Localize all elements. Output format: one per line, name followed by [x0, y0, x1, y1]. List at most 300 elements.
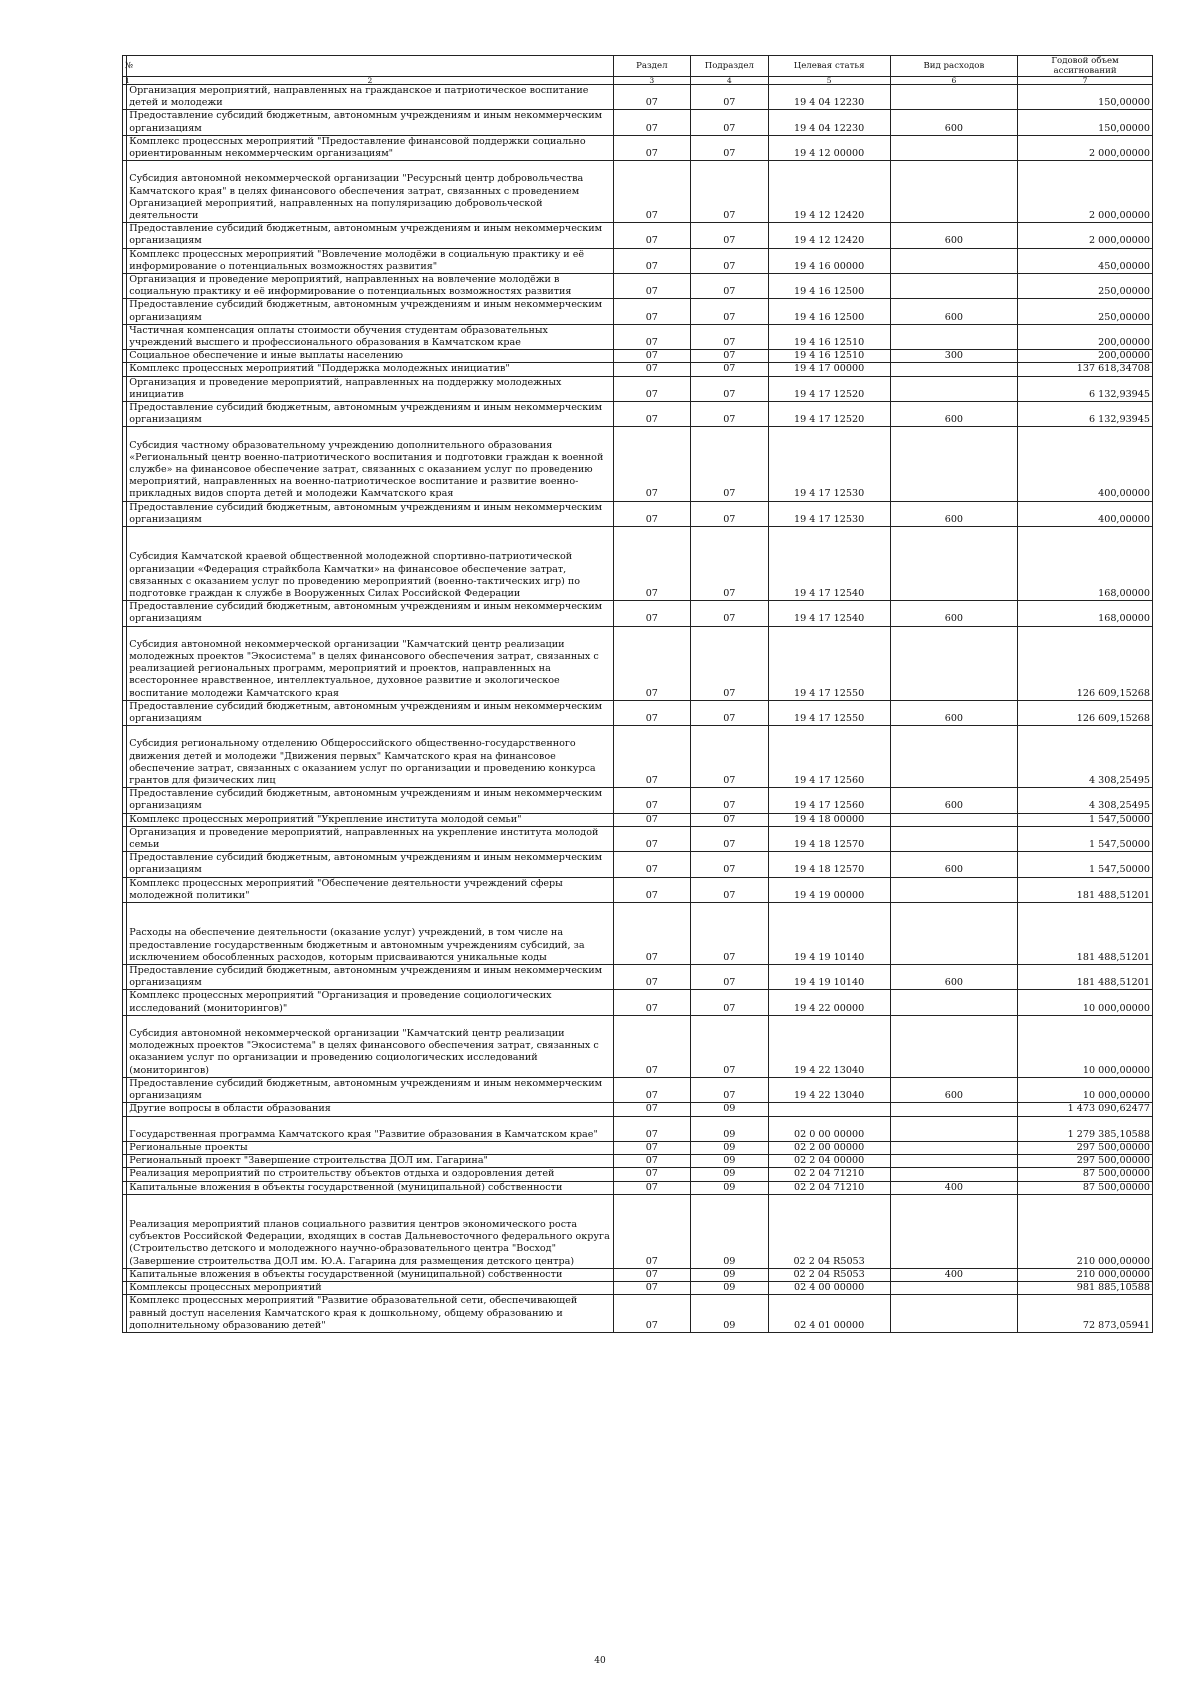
row-name-cell: Капитальные вложения в объекты государственной (муниципальной) собственности [127, 1268, 613, 1281]
row-section-cell: 07 [613, 1116, 691, 1141]
table-row [123, 501, 1153, 526]
row-expense-type-cell [890, 990, 1017, 1015]
row-section-cell: 07 [613, 527, 691, 601]
row-subsection-cell: 09 [691, 1295, 769, 1333]
row-section-cell: 07 [613, 363, 691, 376]
row-name-cell: Капитальные вложения в объекты государственной (муниципальной) собственности [127, 1181, 613, 1194]
row-expense-type-cell [890, 85, 1017, 110]
row-section-cell: 07 [613, 501, 691, 526]
row-name-cell: Субсидия автономной некоммерческой организации "Камчатский центр реализации молодежных проектов "Экосистема" в целях финансового обеспечения затрат, связанных с оказанием услуг по организации и проведению социологических исследований (мониторингов) [127, 1015, 613, 1077]
row-name-cell: Частичная компенсация оплаты стоимости обучения студентам образовательных учреждений высшего и профессионального образования в Камчатском крае [127, 324, 613, 349]
row-name-cell: Комплексы процессных мероприятий [127, 1282, 613, 1295]
row-name-cell: Региональные проекты [127, 1141, 613, 1154]
table-row [123, 1181, 1153, 1194]
row-target-cell: 19 4 12 12420 [768, 161, 890, 223]
row-target-cell: 19 4 17 12520 [768, 402, 890, 427]
row-name-cell: Субсидия автономной некоммерческой организации "Камчатский центр реализации молодежных проектов "Экосистема" в целях финансового обеспечения затрат, связанных с реализацией региональных программ, мероприятий и проектов, направленных на всестороннее нравственное, интеллектуальное, духовное развитие и экологическое воспитание молодежи Камчатского края [127, 626, 613, 700]
row-amount-cell: 4 308,25495 [1018, 726, 1153, 788]
row-target-cell: 19 4 17 12560 [768, 726, 890, 788]
row-amount-cell: 2 000,00000 [1018, 223, 1153, 248]
row-subsection-cell: 07 [691, 274, 769, 299]
row-subsection-cell: 09 [691, 1116, 769, 1141]
row-section-cell: 07 [613, 852, 691, 877]
table-row [123, 1077, 1153, 1102]
row-expense-type-cell [890, 1141, 1017, 1154]
table-row [123, 161, 1153, 223]
row-expense-type-cell: 600 [890, 965, 1017, 990]
row-target-cell: 19 4 19 00000 [768, 877, 890, 902]
row-name-cell: Предоставление субсидий бюджетным, автономным учреждениям и иным некоммерческим организациям [127, 110, 613, 135]
row-name-cell: Субсидия автономной некоммерческой организации "Ресурсный центр добровольчества Камчатского края" в целях финансового обеспечения затрат, связанных с проведением Организацией мероприятий, направленных на популяризацию добровольческой деятельности [127, 161, 613, 223]
row-target-cell: 02 2 00 00000 [768, 1141, 890, 1154]
table-row [123, 1116, 1153, 1141]
row-amount-cell: 250,00000 [1018, 274, 1153, 299]
row-section-cell: 07 [613, 1282, 691, 1295]
row-target-cell: 19 4 22 13040 [768, 1015, 890, 1077]
row-name-cell: Комплекс процессных мероприятий "Предоставление финансовой поддержки социально ориентированным некоммерческим организациям" [127, 135, 613, 160]
row-name-cell: Комплекс процессных мероприятий "Развитие образовательной сети, обеспечивающей равный доступ населения Камчатского края к дошкольному, общему образованию и дополнительному образованию детей" [127, 1295, 613, 1333]
header-row [123, 56, 1153, 77]
row-amount-cell: 2 000,00000 [1018, 135, 1153, 160]
row-subsection-cell: 07 [691, 363, 769, 376]
row-subsection-cell: 09 [691, 1168, 769, 1181]
row-target-cell: 19 4 17 00000 [768, 363, 890, 376]
row-section-cell: 07 [613, 324, 691, 349]
row-section-cell: 07 [613, 1268, 691, 1281]
row-amount-cell: 181 488,51201 [1018, 903, 1153, 965]
row-name-cell: Региональный проект "Завершение строительства ДОЛ им. Гагарина" [127, 1155, 613, 1168]
row-name-cell: Предоставление субсидий бюджетным, автономным учреждениям и иным некоммерческим организациям [127, 601, 613, 626]
row-subsection-cell: 07 [691, 299, 769, 324]
row-expense-type-cell: 600 [890, 501, 1017, 526]
row-target-cell: 02 4 01 00000 [768, 1295, 890, 1333]
table-row [123, 813, 1153, 826]
row-section-cell: 07 [613, 965, 691, 990]
row-name-cell: Комплекс процессных мероприятий "Укрепление института молодой семьи" [127, 813, 613, 826]
row-subsection-cell: 07 [691, 903, 769, 965]
row-name-cell: Реализация мероприятий по строительству объектов отдыха и оздоровления детей [127, 1168, 613, 1181]
row-target-cell: 19 4 16 12510 [768, 350, 890, 363]
row-section-cell: 07 [613, 350, 691, 363]
row-expense-type-cell: 600 [890, 1077, 1017, 1102]
table-row [123, 965, 1153, 990]
row-name-cell: Организация мероприятий, направленных на гражданское и патриотическое воспитание детей и молодежи [127, 85, 613, 110]
row-expense-type-cell [890, 903, 1017, 965]
row-amount-cell: 2 000,00000 [1018, 161, 1153, 223]
row-target-cell: 02 0 00 00000 [768, 1116, 890, 1141]
row-target-cell: 19 4 16 12500 [768, 299, 890, 324]
row-target-cell: 19 4 18 00000 [768, 813, 890, 826]
page-number: 40 [594, 1656, 606, 1666]
column-number: 2 [127, 77, 613, 85]
row-expense-type-cell [890, 324, 1017, 349]
row-target-cell: 19 4 04 12230 [768, 110, 890, 135]
table-row [123, 788, 1153, 813]
row-expense-type-cell: 600 [890, 601, 1017, 626]
row-expense-type-cell [890, 1194, 1017, 1268]
row-subsection-cell: 07 [691, 501, 769, 526]
row-name-cell: Организация и проведение мероприятий, направленных на вовлечение молодёжи в социальную практику и её информирование о потенциальных возможностях развития [127, 274, 613, 299]
row-target-cell: 19 4 16 12500 [768, 274, 890, 299]
table-row [123, 877, 1153, 902]
row-subsection-cell: 09 [691, 1194, 769, 1268]
table-row [123, 248, 1153, 273]
row-expense-type-cell [890, 1103, 1017, 1116]
row-section-cell: 07 [613, 1168, 691, 1181]
row-target-cell: 19 4 19 10140 [768, 903, 890, 965]
row-amount-cell: 210 000,00000 [1018, 1194, 1153, 1268]
table-row [123, 1015, 1153, 1077]
row-section-cell: 07 [613, 427, 691, 501]
row-expense-type-cell [890, 376, 1017, 401]
row-amount-cell: 1 547,50000 [1018, 826, 1153, 851]
row-subsection-cell: 09 [691, 1181, 769, 1194]
row-subsection-cell: 07 [691, 1077, 769, 1102]
row-name-cell: Расходы на обеспечение деятельности (оказание услуг) учреждений, в том числе на предоставление государственным бюджетным и автономным учреждениям субсидий, за исключением обособленных расходов, которым присваиваются уникальные коды [127, 903, 613, 965]
row-subsection-cell: 07 [691, 1015, 769, 1077]
row-expense-type-cell [890, 363, 1017, 376]
column-number-row [123, 77, 1153, 85]
row-expense-type-cell: 600 [890, 852, 1017, 877]
header-target-item: Целевая статья [768, 56, 890, 77]
row-subsection-cell: 07 [691, 877, 769, 902]
row-expense-type-cell: 600 [890, 700, 1017, 725]
row-target-cell: 19 4 19 10140 [768, 965, 890, 990]
row-subsection-cell: 07 [691, 324, 769, 349]
row-target-cell: 19 4 18 12570 [768, 826, 890, 851]
row-amount-cell: 181 488,51201 [1018, 877, 1153, 902]
row-target-cell: 02 2 04 71210 [768, 1181, 890, 1194]
row-amount-cell: 6 132,93945 [1018, 402, 1153, 427]
row-expense-type-cell [890, 527, 1017, 601]
row-section-cell: 07 [613, 826, 691, 851]
row-name-cell: Социальное обеспечение и иные выплаты населению [127, 350, 613, 363]
row-amount-cell: 181 488,51201 [1018, 965, 1153, 990]
row-subsection-cell: 07 [691, 223, 769, 248]
row-subsection-cell: 07 [691, 427, 769, 501]
row-section-cell: 07 [613, 248, 691, 273]
table-row [123, 1268, 1153, 1281]
column-number: 4 [691, 77, 769, 85]
row-name-cell: Субсидия Камчатской краевой общественной молодежной спортивно-патриотической организации «Федерация страйкбола Камчатки» на финансовое обеспечение затрат, связанных с оказанием услуг по проведению мероприятий (военно-тактических игр) по подготовке граждан к службе в Вооруженных Силах Российской Федерации [127, 527, 613, 601]
row-name-cell: Предоставление субсидий бюджетным, автономным учреждениям и иным некоммерческим организациям [127, 402, 613, 427]
row-target-cell: 02 2 04 71210 [768, 1168, 890, 1181]
row-subsection-cell: 07 [691, 402, 769, 427]
table-row [123, 700, 1153, 725]
row-subsection-cell: 07 [691, 726, 769, 788]
table-row [123, 852, 1153, 877]
table-row [123, 1168, 1153, 1181]
row-target-cell [768, 1103, 890, 1116]
row-section-cell: 07 [613, 1155, 691, 1168]
row-expense-type-cell: 400 [890, 1268, 1017, 1281]
row-amount-cell: 10 000,00000 [1018, 1077, 1153, 1102]
row-amount-cell: 1 473 090,62477 [1018, 1103, 1153, 1116]
row-amount-cell: 126 609,15268 [1018, 626, 1153, 700]
row-expense-type-cell: 600 [890, 299, 1017, 324]
row-subsection-cell: 07 [691, 990, 769, 1015]
table-body [123, 85, 1153, 1333]
row-expense-type-cell [890, 427, 1017, 501]
row-amount-cell: 981 885,10588 [1018, 1282, 1153, 1295]
row-section-cell: 07 [613, 110, 691, 135]
row-expense-type-cell: 400 [890, 1181, 1017, 1194]
row-section-cell: 07 [613, 1295, 691, 1333]
row-name-cell: Предоставление субсидий бюджетным, автономным учреждениям и иным некоммерческим организациям [127, 1077, 613, 1102]
row-target-cell: 19 4 17 12530 [768, 427, 890, 501]
table-row [123, 1103, 1153, 1116]
row-expense-type-cell: 600 [890, 223, 1017, 248]
row-section-cell: 07 [613, 1181, 691, 1194]
row-expense-type-cell [890, 1168, 1017, 1181]
row-amount-cell: 150,00000 [1018, 110, 1153, 135]
row-target-cell: 19 4 17 12560 [768, 788, 890, 813]
column-number: 1 [123, 77, 127, 85]
row-section-cell: 07 [613, 1194, 691, 1268]
row-expense-type-cell: 600 [890, 110, 1017, 135]
row-target-cell: 19 4 04 12230 [768, 85, 890, 110]
row-name-cell: Предоставление субсидий бюджетным, автономным учреждениям и иным некоммерческим организациям [127, 501, 613, 526]
row-expense-type-cell [890, 1155, 1017, 1168]
row-subsection-cell: 07 [691, 965, 769, 990]
row-expense-type-cell [890, 1015, 1017, 1077]
row-amount-cell: 150,00000 [1018, 85, 1153, 110]
header-annual-amount: Годовой объем ассигнований [1018, 56, 1153, 77]
row-amount-cell: 1 279 385,10588 [1018, 1116, 1153, 1141]
row-amount-cell: 1 547,50000 [1018, 852, 1153, 877]
row-section-cell: 07 [613, 700, 691, 725]
row-section-cell: 07 [613, 626, 691, 700]
row-target-cell: 19 4 12 00000 [768, 135, 890, 160]
row-expense-type-cell [890, 826, 1017, 851]
row-target-cell: 19 4 17 12550 [768, 626, 890, 700]
row-amount-cell: 450,00000 [1018, 248, 1153, 273]
row-name-cell: Субсидия частному образовательному учреждению дополнительного образования «Региональный центр военно-патриотического воспитания и подготовки граждан к военной службе» на финансовое обеспечение затрат, связанных с оказанием услуг по проведению мероприятий, направленных на военно-патриотическое воспитание и развитие военно-прикладных видов спорта детей и молодежи Камчатского края [127, 427, 613, 501]
row-amount-cell: 87 500,00000 [1018, 1181, 1153, 1194]
row-subsection-cell: 07 [691, 350, 769, 363]
table-row [123, 626, 1153, 700]
row-expense-type-cell [890, 726, 1017, 788]
row-name-cell: Реализация мероприятий планов социального развития центров экономического роста субъектов Российской Федерации, входящих в состав Дальневосточного федерального округа (Строительство детского и молодежного научно-образовательного центра "Восход" (Завершение строительства ДОЛ им. Ю.А. Гагарина для размещения детского центра) [127, 1194, 613, 1268]
row-expense-type-cell: 300 [890, 350, 1017, 363]
row-name-cell: Субсидия региональному отделению Общероссийского общественно-государственного движения детей и молодежи "Движения первых" Камчатского края на финансовое обеспечение затрат, связанных с оказанием услуг по организации и проведению конкурса грантов для физических лиц [127, 726, 613, 788]
table-row [123, 299, 1153, 324]
row-target-cell: 19 4 22 13040 [768, 1077, 890, 1102]
row-subsection-cell: 09 [691, 1155, 769, 1168]
table-row [123, 601, 1153, 626]
row-name-cell: Государственная программа Камчатского края "Развитие образования в Камчатском крае" [127, 1116, 613, 1141]
row-subsection-cell: 07 [691, 110, 769, 135]
column-number: 7 [1018, 77, 1153, 85]
table-row [123, 350, 1153, 363]
row-target-cell: 19 4 22 00000 [768, 990, 890, 1015]
row-subsection-cell: 09 [691, 1141, 769, 1154]
row-expense-type-cell [890, 274, 1017, 299]
row-amount-cell: 200,00000 [1018, 350, 1153, 363]
row-amount-cell: 400,00000 [1018, 501, 1153, 526]
row-subsection-cell: 07 [691, 376, 769, 401]
row-section-cell: 07 [613, 376, 691, 401]
row-target-cell: 19 4 17 12540 [768, 527, 890, 601]
row-expense-type-cell [890, 626, 1017, 700]
row-section-cell: 07 [613, 877, 691, 902]
row-target-cell: 19 4 17 12550 [768, 700, 890, 725]
row-subsection-cell: 09 [691, 1268, 769, 1281]
column-number: 6 [890, 77, 1017, 85]
row-subsection-cell: 07 [691, 135, 769, 160]
row-target-cell: 19 4 17 12530 [768, 501, 890, 526]
row-section-cell: 07 [613, 274, 691, 299]
row-name-cell: Комплекс процессных мероприятий "Обеспечение деятельности учреждений сферы молодежной политики" [127, 877, 613, 902]
row-target-cell: 19 4 16 12510 [768, 324, 890, 349]
row-name-cell: Организация и проведение мероприятий, направленных на укрепление института молодой семьи [127, 826, 613, 851]
row-amount-cell: 400,00000 [1018, 427, 1153, 501]
row-name-cell: Комплекс процессных мероприятий "Вовлечение молодёжи в социальную практику и её информирование о потенциальных возможностях развития" [127, 248, 613, 273]
row-expense-type-cell: 600 [890, 402, 1017, 427]
row-section-cell: 07 [613, 1015, 691, 1077]
row-amount-cell: 10 000,00000 [1018, 1015, 1153, 1077]
column-number: 3 [613, 77, 691, 85]
table-row [123, 527, 1153, 601]
budget-table [122, 55, 1153, 1333]
row-target-cell: 19 4 18 12570 [768, 852, 890, 877]
row-section-cell: 07 [613, 1077, 691, 1102]
row-subsection-cell: 07 [691, 813, 769, 826]
row-expense-type-cell [890, 1295, 1017, 1333]
row-name-cell: Организация и проведение мероприятий, направленных на поддержку молодежных инициатив [127, 376, 613, 401]
row-subsection-cell: 07 [691, 248, 769, 273]
table-row [123, 110, 1153, 135]
row-amount-cell: 137 618,34708 [1018, 363, 1153, 376]
row-section-cell: 07 [613, 85, 691, 110]
row-name-cell: Предоставление субсидий бюджетным, автономным учреждениям и иным некоммерческим организациям [127, 299, 613, 324]
row-expense-type-cell: 600 [890, 788, 1017, 813]
row-target-cell: 02 4 00 00000 [768, 1282, 890, 1295]
row-amount-cell: 200,00000 [1018, 324, 1153, 349]
row-subsection-cell: 07 [691, 826, 769, 851]
row-amount-cell: 250,00000 [1018, 299, 1153, 324]
row-subsection-cell: 07 [691, 527, 769, 601]
table-row [123, 826, 1153, 851]
row-amount-cell: 126 609,15268 [1018, 700, 1153, 725]
row-amount-cell: 72 873,05941 [1018, 1295, 1153, 1333]
row-name-cell: Предоставление субсидий бюджетным, автономным учреждениям и иным некоммерческим организациям [127, 852, 613, 877]
table-row [123, 427, 1153, 501]
row-amount-cell: 6 132,93945 [1018, 376, 1153, 401]
row-expense-type-cell [890, 813, 1017, 826]
table-row [123, 363, 1153, 376]
table-row [123, 1141, 1153, 1154]
row-expense-type-cell [890, 1282, 1017, 1295]
row-section-cell: 07 [613, 402, 691, 427]
table-row [123, 135, 1153, 160]
header-expense-type: Вид расходов [890, 56, 1017, 77]
row-expense-type-cell [890, 877, 1017, 902]
row-expense-type-cell [890, 1116, 1017, 1141]
row-target-cell: 19 4 16 00000 [768, 248, 890, 273]
row-subsection-cell: 07 [691, 85, 769, 110]
row-name-cell: Предоставление субсидий бюджетным, автономным учреждениям и иным некоммерческим организациям [127, 700, 613, 725]
row-name-cell: Предоставление субсидий бюджетным, автономным учреждениям и иным некоммерческим организациям [127, 788, 613, 813]
table-row [123, 274, 1153, 299]
row-section-cell: 07 [613, 990, 691, 1015]
row-target-cell: 19 4 17 12540 [768, 601, 890, 626]
row-section-cell: 07 [613, 299, 691, 324]
row-amount-cell: 297 500,00000 [1018, 1155, 1153, 1168]
row-section-cell: 07 [613, 223, 691, 248]
row-section-cell: 07 [613, 1141, 691, 1154]
row-section-cell: 07 [613, 135, 691, 160]
row-section-cell: 07 [613, 726, 691, 788]
row-subsection-cell: 09 [691, 1282, 769, 1295]
row-name-cell: Комплекс процессных мероприятий "Поддержка молодежных инициатив" [127, 363, 613, 376]
row-subsection-cell: 07 [691, 601, 769, 626]
table-row [123, 85, 1153, 110]
row-name-cell: Комплекс процессных мероприятий "Организация и проведение социологических исследований (мониторингов)" [127, 990, 613, 1015]
row-target-cell: 02 2 04 00000 [768, 1155, 890, 1168]
table-row [123, 402, 1153, 427]
table-row [123, 223, 1153, 248]
row-expense-type-cell [890, 161, 1017, 223]
row-name-cell: Предоставление субсидий бюджетным, автономным учреждениям и иным некоммерческим организациям [127, 223, 613, 248]
header-section: Раздел [613, 56, 691, 77]
row-section-cell: 07 [613, 903, 691, 965]
table-row [123, 376, 1153, 401]
row-amount-cell: 168,00000 [1018, 601, 1153, 626]
column-number: 5 [768, 77, 890, 85]
row-section-cell: 07 [613, 161, 691, 223]
table-row [123, 324, 1153, 349]
row-amount-cell: 210 000,00000 [1018, 1268, 1153, 1281]
table-row [123, 1194, 1153, 1268]
row-amount-cell: 1 547,50000 [1018, 813, 1153, 826]
table-row [123, 1282, 1153, 1295]
table-row [123, 726, 1153, 788]
table-row [123, 903, 1153, 965]
row-amount-cell: 87 500,00000 [1018, 1168, 1153, 1181]
row-target-cell: 02 2 04 R5053 [768, 1268, 890, 1281]
row-subsection-cell: 07 [691, 788, 769, 813]
header-name [127, 56, 613, 77]
row-section-cell: 07 [613, 1103, 691, 1116]
row-subsection-cell: 07 [691, 626, 769, 700]
header-subsection: Подраздел [691, 56, 769, 77]
row-subsection-cell: 07 [691, 700, 769, 725]
row-subsection-cell: 07 [691, 161, 769, 223]
row-amount-cell: 10 000,00000 [1018, 990, 1153, 1015]
row-section-cell: 07 [613, 813, 691, 826]
row-expense-type-cell [890, 135, 1017, 160]
header-number: № [123, 56, 127, 77]
table-row [123, 990, 1153, 1015]
row-name-cell: Предоставление субсидий бюджетным, автономным учреждениям и иным некоммерческим организациям [127, 965, 613, 990]
row-subsection-cell: 09 [691, 1103, 769, 1116]
row-target-cell: 19 4 17 12520 [768, 376, 890, 401]
row-name-cell: Другие вопросы в области образования [127, 1103, 613, 1116]
row-expense-type-cell [890, 248, 1017, 273]
row-amount-cell: 168,00000 [1018, 527, 1153, 601]
table-row [123, 1295, 1153, 1333]
document-page [122, 55, 1153, 1333]
row-section-cell: 07 [613, 788, 691, 813]
table-row [123, 1155, 1153, 1168]
row-target-cell: 19 4 12 12420 [768, 223, 890, 248]
row-target-cell: 02 2 04 R5053 [768, 1194, 890, 1268]
row-amount-cell: 4 308,25495 [1018, 788, 1153, 813]
row-section-cell: 07 [613, 601, 691, 626]
row-subsection-cell: 07 [691, 852, 769, 877]
row-amount-cell: 297 500,00000 [1018, 1141, 1153, 1154]
